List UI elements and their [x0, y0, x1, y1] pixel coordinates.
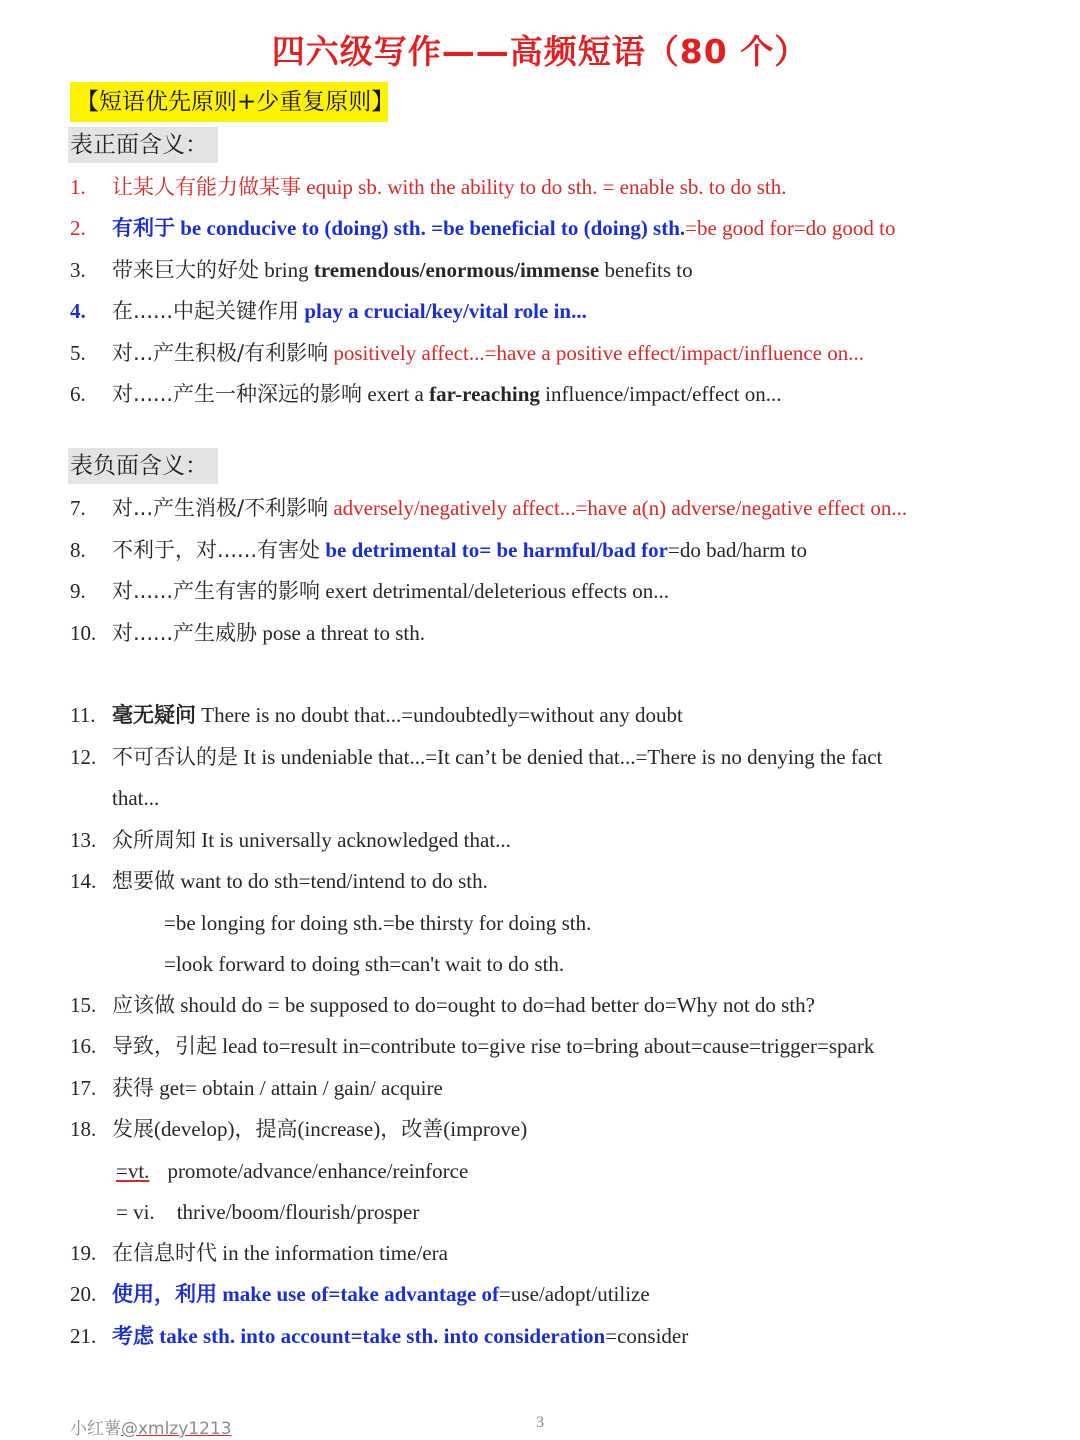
watermark — [70, 1414, 232, 1439]
phrase-item: 2. 有利于 be conducive to (doing) sth. =be beneficial to (doing) sth.=be good for=do good to — [70, 216, 896, 240]
phrase-item-vi: = vi. thrive/boom/flourish/prosper — [116, 1200, 420, 1224]
phrase-item: 7. 对...产生消极/不利影响 adversely/negatively affect...=have a(n) adverse/negative effect on... — [70, 496, 908, 520]
phrase-item: 12. 不可否认的是 It is undeniable that...=It can’t be denied that...=There is no denying the fact — [70, 745, 883, 769]
phrase-item: 5. 对...产生积极/有利影响 positively affect...=have a positive effect/impact/influence on... — [70, 341, 864, 365]
watermark-handle: @xmlzy1213 — [121, 1419, 232, 1439]
phrase-item-continuation: that... — [112, 786, 160, 810]
section-negative: 表负面含义： — [68, 448, 218, 484]
phrase-item: 14. 想要做 want to do sth=tend/intend to do sth. — [70, 869, 488, 893]
phrase-item: 13. 众所周知 It is universally acknowledged that... — [70, 828, 511, 852]
phrase-item: 17. 获得 get= obtain / attain / gain/ acquire — [70, 1076, 443, 1100]
watermark-brand: 小红薯 — [70, 1419, 121, 1439]
phrase-item: 3. 带来巨大的好处 bring tremendous/enormous/immense benefits to — [70, 258, 693, 282]
phrase-item: 9. 对......产生有害的影响 exert detrimental/deleterious effects on... — [70, 579, 669, 603]
phrase-item: 21. 考虑 take sth. into account=take sth. into consideration=consider — [70, 1324, 689, 1348]
phrase-item-vt: =vt. promote/advance/enhance/reinforce — [116, 1159, 469, 1183]
phrase-item: 20. 使用，利用 make use of=take advantage of=use/adopt/utilize — [70, 1282, 650, 1306]
phrase-item: 16. 导致，引起 lead to=result in=contribute to=give rise to=bring about=cause=trigger=spark — [70, 1034, 875, 1058]
phrase-item: 1. 让某人有能力做某事 equip sb. with the ability to do sth. = enable sb. to do sth. — [70, 175, 787, 199]
phrase-item: 19. 在信息时代 in the information time/era — [70, 1241, 448, 1265]
phrase-item: 8. 不利于，对......有害处 be detrimental to= be harmful/bad for=do bad/harm to — [70, 538, 807, 562]
page-number: 3 — [536, 1414, 544, 1431]
section-positive: 表正面含义： — [68, 127, 218, 163]
phrase-item: 4. 在......中起关键作用 play a crucial/key/vital role in... — [70, 299, 587, 323]
phrase-item: 6. 对......产生一种深远的影响 exert a far-reaching influence/impact/effect on... — [70, 382, 782, 406]
principle-banner: 【短语优先原则+少重复原则】 — [70, 82, 388, 122]
phrase-item: 10. 对......产生威胁 pose a threat to sth. — [70, 621, 426, 645]
phrase-item: 18. 发展(develop)，提高(increase)，改善(improve) — [70, 1117, 528, 1141]
phrase-item: 15. 应该做 should do = be supposed to do=ought to do=had better do=Why not do sth? — [70, 993, 815, 1017]
page-title: 四六级写作——高频短语（80 个） — [271, 32, 809, 71]
phrase-item: 11. 毫无疑问 There is no doubt that...=undoubtedly=without any doubt — [70, 703, 683, 727]
phrase-item-continuation: =be longing for doing sth.=be thirsty for doing sth. — [164, 911, 592, 935]
phrase-item-continuation: =look forward to doing sth=can't wait to do sth. — [164, 952, 565, 976]
